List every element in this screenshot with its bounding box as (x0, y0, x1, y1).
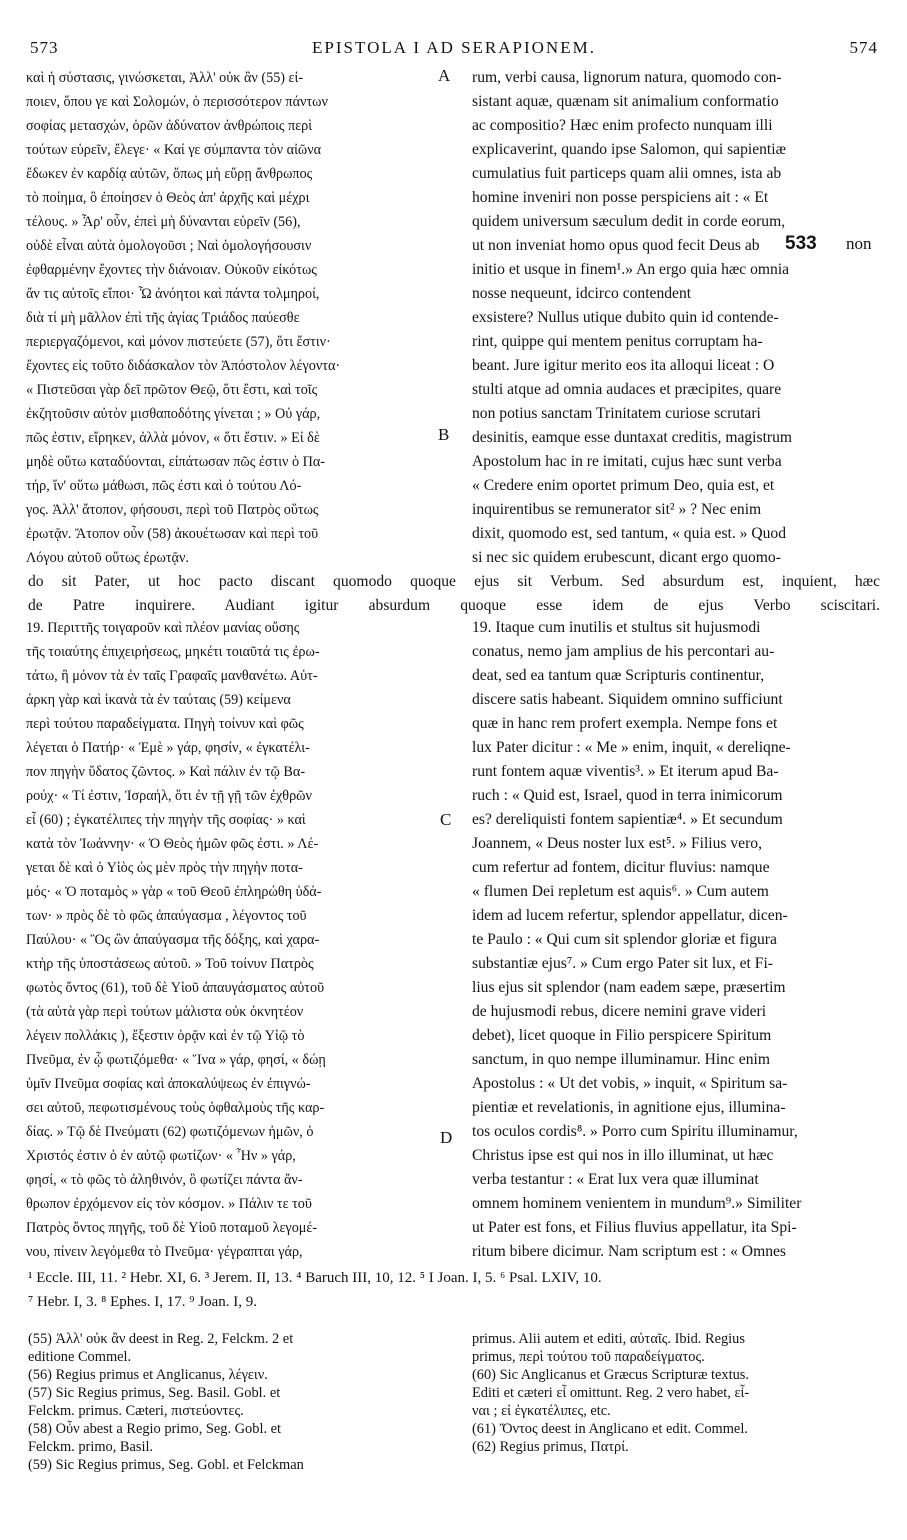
text-line: non potius sanctam Trinitatem curiose scrutari (472, 405, 761, 422)
text-line: de hujusmodi rebus, dicere nemini grave videri (472, 1003, 767, 1020)
running-title: EPISTOLA I AD SERAPIONEM. (312, 38, 596, 57)
text-line: tos oculos cordis⁸. » Porro cum Spiritu illuminamur, (472, 1123, 798, 1140)
text-line: omnem hominem venientem in mundum⁹.» Similiter (472, 1195, 802, 1212)
text-line: (56) Regius primus et Anglicanus, λέγειν. (28, 1367, 268, 1383)
text-line: cumulatius fuit particeps quam alii omnes, ista ab (472, 165, 782, 182)
text-line: γεται δὲ καὶ ὁ Υἱὸς ὡς μὲν πρὸς τὴν πηγὴν ποτα- (26, 860, 303, 876)
greek-column-top (26, 66, 436, 570)
text-line: τῆς τοιαύτης ἐπιχειρήσεως, μηκέτι τοιαῦτά τις ἐρω- (26, 644, 320, 660)
text-line: δίας. » Τῷ δὲ Πνεύματι (62) φωτιζόμενων ἡμῶν, ὁ (26, 1124, 314, 1140)
greek-column-bottom (26, 616, 446, 1264)
page-number-right: 574 (849, 38, 878, 57)
text-line: Apostolum hac in re imitati, cujus hæc sunt verba (472, 453, 782, 470)
text-line: verba testantur : « Erat lux vera quæ illuminat (472, 1171, 759, 1188)
text-line: εἶ (60) ; ἐγκατέλιπες τὴν πηγὴν τῆς σοφίας· » καὶ (26, 812, 306, 828)
text-line: Παύλου· « Ὃς ὢν ἀπαύγασμα τῆς δόξης, καὶ χαρα- (26, 932, 320, 948)
latin-column-top (472, 66, 880, 570)
text-line: inquirentibus se remunerator sit² » ? Nec enim (472, 501, 762, 518)
text-line: (58) Οὖν abest a Regio primo, Seg. Gobl. et (28, 1421, 282, 1437)
text-line: discere satis habeant. Siquidem omnino sufficiunt (472, 691, 783, 708)
text-line: ἐρωτᾷν. Ἄτοπον οὖν (58) ἀκουέτωσαν καὶ περὶ τοῦ (26, 526, 319, 542)
section-marker-a: A (438, 66, 451, 85)
text-line: dixit, quomodo est, sed tantum, « quia est. » Quod (472, 525, 787, 542)
text-line: ac compositio? Hæc enim profecto nunquam illi (472, 117, 773, 134)
text-line: τὸ ποίημα, ὃ ἐποίησεν ὁ Θεὸς ἀπ' ἀρχῆς καὶ μέχρι (26, 190, 310, 206)
text-line: κατὰ τὸν Ἰωάννην· « Ὁ Θεὸς ἡμῶν φῶς ἐστι. » Λέ- (26, 836, 319, 852)
text-line: runt fontem aquæ viventis³. » Et iterum apud Ba- (472, 763, 779, 780)
text-line: (τὰ αὐτὰ γὰρ περὶ τούτων μάλιστα οὐκ ὀκνητέον (26, 1004, 304, 1020)
text-line: Apostolus : « Ut det vobis, » inquit, « Spiritum sa- (472, 1075, 788, 1092)
scripture-references (28, 1266, 880, 1314)
text-line: debet), licet quoque in Filio perspicere Spiritum (472, 1027, 772, 1044)
text-line: ut non inveniat homo opus quod fecit Deus ab (472, 237, 760, 254)
text-line: τέλους. » Ἆρ' οὖν, ἐπεὶ μὴ δύνανται εὑρεῖν (56), (26, 214, 301, 230)
text-line: περὶ τούτου παραδείγματα. Πηγὴ τοίνυν καὶ φῶς (26, 716, 304, 732)
text-line: (55) Ἀλλ' οὐκ ἂν deest in Reg. 2, Felckm. 2 et (28, 1331, 294, 1347)
text-line: explicaverint, quando ipse Salomon, qui sapientiæ (472, 141, 786, 158)
text-line: Λόγου αὐτοῦ οὕτως ἐρωτᾷν. (26, 550, 189, 566)
running-header (30, 38, 878, 60)
text-line: ritum bibere dicimur. Nam scriptum est : « Omnes (472, 1243, 786, 1260)
text-line: editione Commel. (28, 1349, 132, 1365)
text-line: τούτων εὑρεῖν, ἔλεγε· « Καί γε σύμπαντα τὸν αἰῶνα (26, 142, 322, 158)
text-line: ruch : « Quid est, Israel, quod in terra inimicorum (472, 787, 783, 804)
text-line: διὰ τί μὴ μᾶλλον ἐπὶ τῆς ἁγίας Τριάδος παύεσθε (26, 310, 300, 326)
page-number-left: 573 (30, 38, 59, 57)
text-line: « Credere enim oportet primum Deo, quia est, et (472, 477, 775, 494)
text-line: « flumen Dei repletum est aquis⁶. » Cum autem (472, 883, 769, 900)
text-line: sistant aquæ, quænam sit animalium conformatio (472, 93, 779, 110)
text-line: pientiæ et revelationis, in agnitione ejus, illumina- (472, 1099, 786, 1116)
text-line: ἔδωκεν ἐν καρδίᾳ αὐτῶν, ὅπως μὴ εὕρῃ ἄνθρωπος (26, 166, 313, 182)
text-line: καὶ ἡ σύστασις, γινώσκεται, Ἀλλ' οὐκ ἂν (55) εἰ- (26, 70, 304, 86)
text-line: 19. Itaque cum inutilis et stultus sit hujusmodi (472, 619, 761, 636)
critical-notes-right (472, 1330, 880, 1456)
text-line: Felckm. primo, Basil. (28, 1439, 154, 1455)
text-line: μός· « Ὁ ποταμὸς » γὰρ « τοῦ Θεοῦ ἐπληρώθη ὑδά- (26, 884, 322, 900)
text-line: homine inveniri non posse perspiciens ait : « Et (472, 189, 769, 206)
text-line: οὐδὲ εἶναι αὐτὰ ὁμολογοῦσι ; Ναὶ ὁμολογήσουσιν (26, 238, 312, 254)
text-line: do sit Pater, ut hoc pacto discant quomodo quoque ejus sit Verbum. Sed absurdum est, inquient, hæc (28, 573, 880, 590)
text-line: quæ in hanc rem profert exempla. Nempe fons et (472, 715, 778, 732)
text-line: των· » πρὸς δὲ τὸ φῶς ἀπαύγασμα , λέγοντος τοῦ (26, 908, 307, 924)
text-line: ἄν τις αὐτοῖς εἴποι· Ὦ ἀνόητοι καὶ πάντα τολμηροί, (26, 286, 320, 302)
text-line: ὑμῖν Πνεῦμα σοφίας καὶ ἀποκαλύψεως ἐν ἐπιγνώ- (26, 1076, 311, 1092)
text-line: rint, quippe qui mentem penitus corruptam ha- (472, 333, 763, 350)
text-line: νου, πίνειν λεγόμεθα τὸ Πνεῦμα· γέγραπται γάρ, (26, 1244, 303, 1260)
text-line: ναι ; εἰ ἐγκατέλιπες, etc. (472, 1403, 611, 1419)
text-line: desinitis, eamque esse duntaxat creditis, magistrum (472, 429, 793, 446)
text-line: nosse nequeunt, idcirco contendent (472, 285, 692, 302)
text-line: περιεργαζόμενοι, καὶ μόνον πιστεύετε (57), ὅτι ἔστιν· (26, 334, 331, 350)
text-line: (62) Regius primus, Πατρί. (472, 1439, 629, 1455)
text-line: άρκη γὰρ καὶ ἱκανὰ τὰ ἐν ταύταις (59) κείμενα (26, 692, 291, 708)
text-line: (57) Sic Regius primus, Seg. Basil. Gobl. et (28, 1385, 281, 1401)
text-line: (59) Sic Regius primus, Seg. Gobl. et Felckman (28, 1457, 304, 1473)
text-line: σει αὐτοῦ, πεφωτισμένους τοὺς ὀφθαλμοὺς τῆς καρ- (26, 1100, 325, 1116)
text-line: stulti atque ad omnia audaces et præcipites, quare (472, 381, 782, 398)
text-line: ἐκζητοῦσιν αὐτὸν μισθαποδότης γίνεται ; » Οὐ γάρ, (26, 406, 321, 422)
text-line: si nec sic quidem erubescunt, dicant ergo quomo- (472, 549, 781, 566)
text-line: ἔχοντες εἰς τοῦτο διδάσκαλον τὸν Ἀπόστολον λέγοντα· (26, 358, 341, 374)
text-line: φωτὸς ὄντος (61), τοῦ δὲ Υἱοῦ ἀπαυγάσματος αὐτοῦ (26, 980, 325, 996)
text-line: λέγειν πολλάκις ), ἔξεστιν ὁρᾷν καὶ ἐν τῷ Υἱῷ τὸ (26, 1028, 305, 1044)
text-line: γος. Ἀλλ' ἄτοπον, φήσουσι, περὶ τοῦ Πατρὸς οὕτως (26, 502, 319, 518)
text-line: Christus ipse est qui nos in illo illuminat, ut hæc (472, 1147, 774, 1164)
text-line: λέγεται ὁ Πατήρ· « Ἐμὲ » γάρ, φησίν, « ἐγκατέλι- (26, 740, 310, 756)
text-line: conatus, nemo jam amplius de his percontari au- (472, 643, 775, 660)
text-line: initio et usque in finem¹.» An ergo quia hæc omnia (472, 261, 790, 278)
column-number: 533 (782, 233, 820, 255)
text-line: ⁷ Hebr. I, 3. ⁸ Ephes. I, 17. ⁹ Joan. I, 9. (28, 1294, 257, 1310)
section-marker-d: D (440, 1128, 453, 1147)
latin-column-bottom (472, 616, 880, 1264)
text-line: Joannem, « Deus noster lux est⁵. » Filius vero, (472, 835, 762, 852)
text-line: Χριστός ἐστιν ὁ ἐν αὐτῷ φωτίζων· « Ἦν » γάρ, (26, 1148, 296, 1164)
text-line: ρούχ· « Τί ἐστιν, Ἰσραήλ, ὅτι ἐν τῇ γῇ τῶν ἐχθρῶν (26, 788, 312, 804)
text-line: exsistere? Nullus utique dubito quin id contende- (472, 309, 779, 326)
text-line: te Paulo : « Qui cum sit splendor gloriæ et figura (472, 931, 777, 948)
text-line: ¹ Eccle. III, 11. ² Hebr. XI, 6. ³ Jerem. II, 13. ⁴ Baruch III, 10, 12. ⁵ I Joan. I, 5. ⁶ Psal. LXIV, 10. (28, 1270, 602, 1286)
text-line: ποιεν, ὅπου γε καὶ Σολομών, ὁ περισσότερον πάντων (26, 94, 328, 110)
text-line: lux Pater dicitur : « Me » enim, inquit, « dereliqne- (472, 739, 791, 756)
text-line: τήρ, ἵν' οὕτω μάθωσι, πῶς ἐστι καὶ ὁ τούτου Λό- (26, 478, 302, 494)
text-line: κτὴρ τῆς ὑποστάσεως αὐτοῦ. » Τοῦ τοίνυν Πατρὸς (26, 956, 314, 972)
text-line: primus, περὶ τούτου τοῦ παραδείγματος. (472, 1349, 705, 1365)
text-line: beant. Jure igitur merito eos ita alloqui liceat : O (472, 357, 775, 374)
text-line: πῶς ἐστιν, εἴρηκεν, ἀλλὰ μόνον, « ὅτι ἔστιν. » Εἰ δὲ (26, 430, 320, 446)
text-line: (60) Sic Anglicanus et Græcus Scripturæ textus. (472, 1367, 749, 1383)
section-marker-b: B (438, 425, 450, 444)
text-line: θρωπον ἐρχόμενον εἰς τὸν κόσμον. » Πάλιν τε τοῦ (26, 1196, 312, 1212)
text-line: « Πιστεῦσαι γὰρ δεῖ πρῶτον Θεῷ, ὅτι ἔστι, καὶ τοῖς (26, 382, 318, 398)
section-marker-c: C (440, 810, 452, 829)
full-width-text (28, 570, 880, 618)
text-line: primus. Alii autem et editi, αὐταῖς. Ibid. Regius (472, 1331, 745, 1347)
text-line: sanctum, in quo nempe illuminamur. Hinc enim (472, 1051, 770, 1068)
text-line: lius ejus sit splendor (nam eadem sæpe, præsertim (472, 979, 786, 996)
text-line: de Patre inquirere. Audiant igitur absurdum quoque esse idem de ejus Verbo sciscitari. (28, 597, 880, 614)
text-line: rum, verbi causa, lignorum natura, quomodo con- (472, 69, 782, 86)
text-line: idem ad lucem refertur, splendor appellatur, dicen- (472, 907, 788, 924)
text-line: Felckm. primus. Cæteri, πιστεύοντες. (28, 1403, 244, 1419)
text-line: (61) Ὄντος deest in Anglicano et edit. Commel. (472, 1421, 748, 1437)
text-line: σοφίας μετασχών, ὁρῶν ἀδύνατον ἀνθρώποις περὶ (26, 118, 313, 134)
text-line: πον πηγὴν ὕδατος ζῶντος. » Καὶ πάλιν ἐν τῷ Βα- (26, 764, 306, 780)
text-line: ut Pater est fons, et Filius fluvius appellatur, ita Spi- (472, 1219, 797, 1236)
text-line: Editi et cæteri εἶ omittunt. Reg. 2 vero habet, εἶ- (472, 1385, 750, 1401)
text-line: es? dereliquisti fontem sapientiæ⁴. » Et secundum (472, 811, 783, 828)
text-line: ἐφθαρμένην ἔχοντες τὴν διάνοιαν. Οὐκοῦν εἰκότως (26, 262, 317, 278)
text-line: 19. Περιττῆς τοιγαροῦν καὶ πλέον μανίας οὔσης (26, 620, 300, 636)
column-number-trailing-word: non (846, 234, 872, 253)
text-line: deat, sed ea tantum quæ Scripturis continentur, (472, 667, 765, 684)
text-line: Πατρὸς ὄντος πηγῆς, τοῦ δὲ Υἱοῦ ποταμοῦ λεγομέ- (26, 1220, 318, 1236)
text-line: μηδὲ οὕτω καταδύονται, εἰπάτωσαν πῶς ἐστιν ὁ Πα- (26, 454, 326, 470)
text-line: quidem universum sæculum dedit in corde eorum, (472, 213, 786, 230)
text-line: Πνεῦμα, ἐν ᾧ φωτιζόμεθα· « Ἵνα » γάρ, φησί, « δώῃ (26, 1052, 326, 1068)
text-line: substantiæ ejus⁷. » Cum ergo Pater sit lux, et Fi- (472, 955, 773, 972)
text-line: φησί, « τὸ φῶς τὸ ἀληθινόν, ὃ φωτίζει πάντα ἄν- (26, 1172, 303, 1188)
text-line: cum refertur ad fontem, dicitur fluvius: namque (472, 859, 770, 876)
text-line: τάτω, ἢ μόνον τὰ ἐν ταῖς Γραφαῖς μανθανέτω. Αὐτ- (26, 668, 318, 684)
critical-notes-left (28, 1330, 448, 1474)
